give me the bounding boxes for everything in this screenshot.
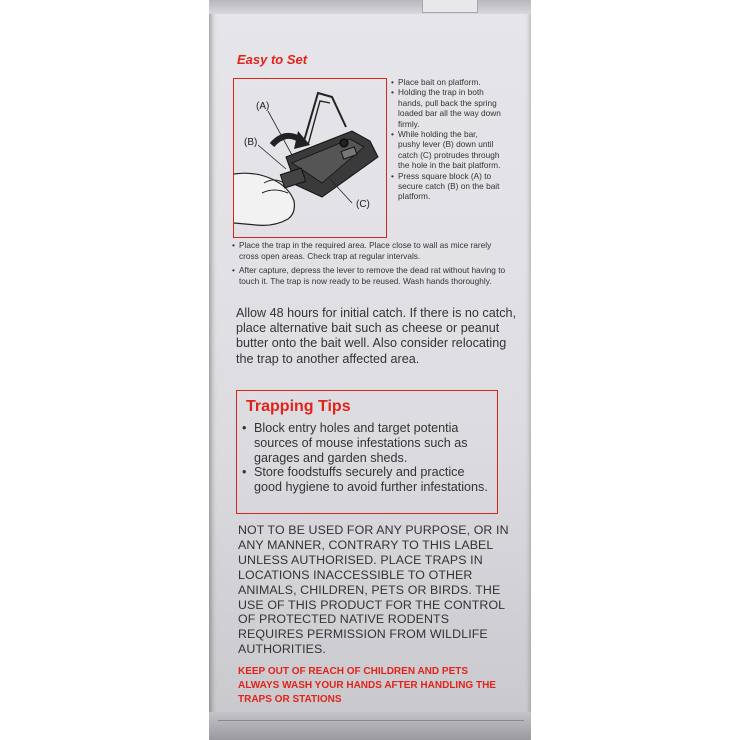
warning-line: ALWAYS WASH YOUR HANDS AFTER HANDLING THE TRAPS OR STATIONS: [238, 679, 496, 705]
trapping-tip: • Block entry holes and target potentia sources of mouse infestations such as garages and garden sheds.: [242, 421, 492, 465]
label-b: (B): [244, 137, 258, 148]
setting-steps-list: [391, 77, 501, 202]
legal-notice: NOT TO BE USED FOR ANY PURPOSE, OR IN ANY MANNER, CONTRARY TO THIS LABEL UNLESS AUTHORISED. PLACE TRAPS IN LOCATIONS INACCESSIBLE TO OTHER ANIMALS, CHILDREN, PETS OR BIRDS. THE USE OF THIS PRODUCT FOR THE CONTROL OF PROTECTED NATIVE RODENTS REQUIRES PERMISSION FROM WILDLIFE AUTHORITIES.: [238, 523, 509, 657]
trap-setting-illustration: [234, 79, 384, 235]
package-bottom-edge: [209, 712, 531, 740]
label-a: (A): [256, 101, 270, 112]
spring-bar-inner: [308, 101, 330, 145]
initial-catch-paragraph: Allow 48 hours for initial catch. If there is no catch, place alternative bait such as cheese or peanut butter onto the bait well. Also consider relocating the trap to another affected area.: [236, 306, 516, 366]
setting-step: • Press square block (A) to secure catch (B) on the bait platform.: [391, 171, 501, 202]
setting-step: • Holding the trap in both hands, pull back the spring loaded bar all the way down firmly.: [391, 87, 501, 129]
leader-line-b: [258, 145, 286, 169]
package-top-flap: [422, 0, 478, 13]
setting-step: • While holding the bar, pushy lever (B) down until catch (C) protrudes through the hole in the bait platform.: [391, 129, 501, 171]
package-top-edge: [209, 0, 531, 14]
spring-bar: [304, 93, 346, 141]
trapping-tips-list: [242, 421, 492, 495]
label-c: (C): [356, 199, 370, 210]
package-bottom-crease: [218, 720, 524, 721]
arrow-head-icon: [294, 131, 310, 149]
safety-warning: [238, 665, 510, 706]
usage-notes-list: [232, 240, 512, 290]
usage-note: • Place the trap in the required area. Place close to wall as mice rarely cross open areas. Check trap at regular intervals.: [232, 240, 512, 261]
usage-note: • After capture, depress the lever to remove the dead rat without having to touch it. The trap is now ready to be reused. Wash hands thoroughly.: [232, 265, 512, 286]
easy-to-set-title: Easy to Set: [237, 52, 308, 67]
trapping-tips-title: Trapping Tips: [246, 398, 351, 415]
warning-line: KEEP OUT OF REACH OF CHILDREN AND PETS: [238, 666, 469, 677]
trapping-tip: • Store foodstuffs securely and practice good hygiene to avoid further infestations.: [242, 465, 492, 495]
trap-screw: [340, 139, 348, 147]
setting-step: • Place bait on platform.: [391, 77, 501, 87]
